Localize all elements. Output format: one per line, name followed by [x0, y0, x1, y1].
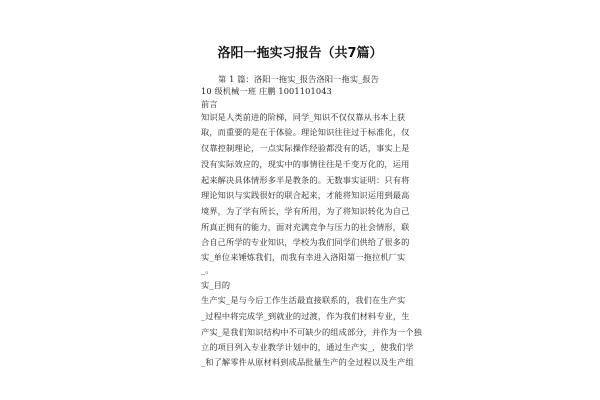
- paragraph-line: 立的项目列入专业教学计划中的，通过生产实_，使我们学: [201, 342, 414, 352]
- document-title: 洛阳一拖实习报告（共7篇）: [217, 46, 383, 61]
- paragraph-line: 取，而重要的是在于体验。理论知识往往过于标准化，仅: [201, 127, 410, 137]
- paragraph-line: 合自己所学的专业知识，学校为我们同学们供给了很多的: [201, 237, 410, 247]
- paragraph-line: 产实_是我们知识结构中不可缺少的组成部分，并作为一个独: [201, 327, 423, 337]
- paragraph-line: 所真正拥有的能力，面对充满竞争与压力的社会情形，联: [201, 222, 410, 232]
- paragraph-line: 起来解决具体情形多半是教条的。无数事实证明：只有将: [201, 175, 410, 185]
- paragraph-line: 没有实际效应的，现实中的事情往往是千变万化的，运用: [201, 159, 410, 169]
- paragraph-line: _过程中将完成学_到就业的过渡，作为我们材料专业，生: [201, 311, 410, 321]
- paragraph-line: 生产实_是与今后工作生活最直接联系的，我们在生产实: [201, 295, 406, 305]
- paragraph-line: 实_单位来锤炼我们，而我有幸进入洛阳第一拖拉机厂实: [201, 252, 406, 262]
- document-subtitle: 第 1 篇：洛阳一拖实_报告洛阳一拖实_报告: [218, 74, 380, 84]
- section-heading-purpose: 实_目的: [201, 280, 231, 290]
- paragraph-line: _。: [201, 265, 214, 275]
- paragraph-line: 仅靠控制理论，一点实际操作经验都没有的话，事实上是: [201, 143, 410, 153]
- paragraph-line: 知识是人类前进的阶梯，同学_知识不仅仅靠从书本上获: [201, 112, 406, 122]
- paragraph-line: 境界，为了学有所长，学有所用，为了将知识转化为自己: [201, 206, 410, 216]
- author-line: 10 级机械一班 庄鹏 1001101043: [201, 86, 332, 96]
- paragraph-line: 理论知识与实践很好的联合起来，才能将知识运用到最高: [201, 190, 410, 200]
- section-heading-preface: 前言: [201, 99, 218, 109]
- paragraph-line: _和了解零件从原材料到成品批量生产的全过程以及生产组: [201, 357, 414, 367]
